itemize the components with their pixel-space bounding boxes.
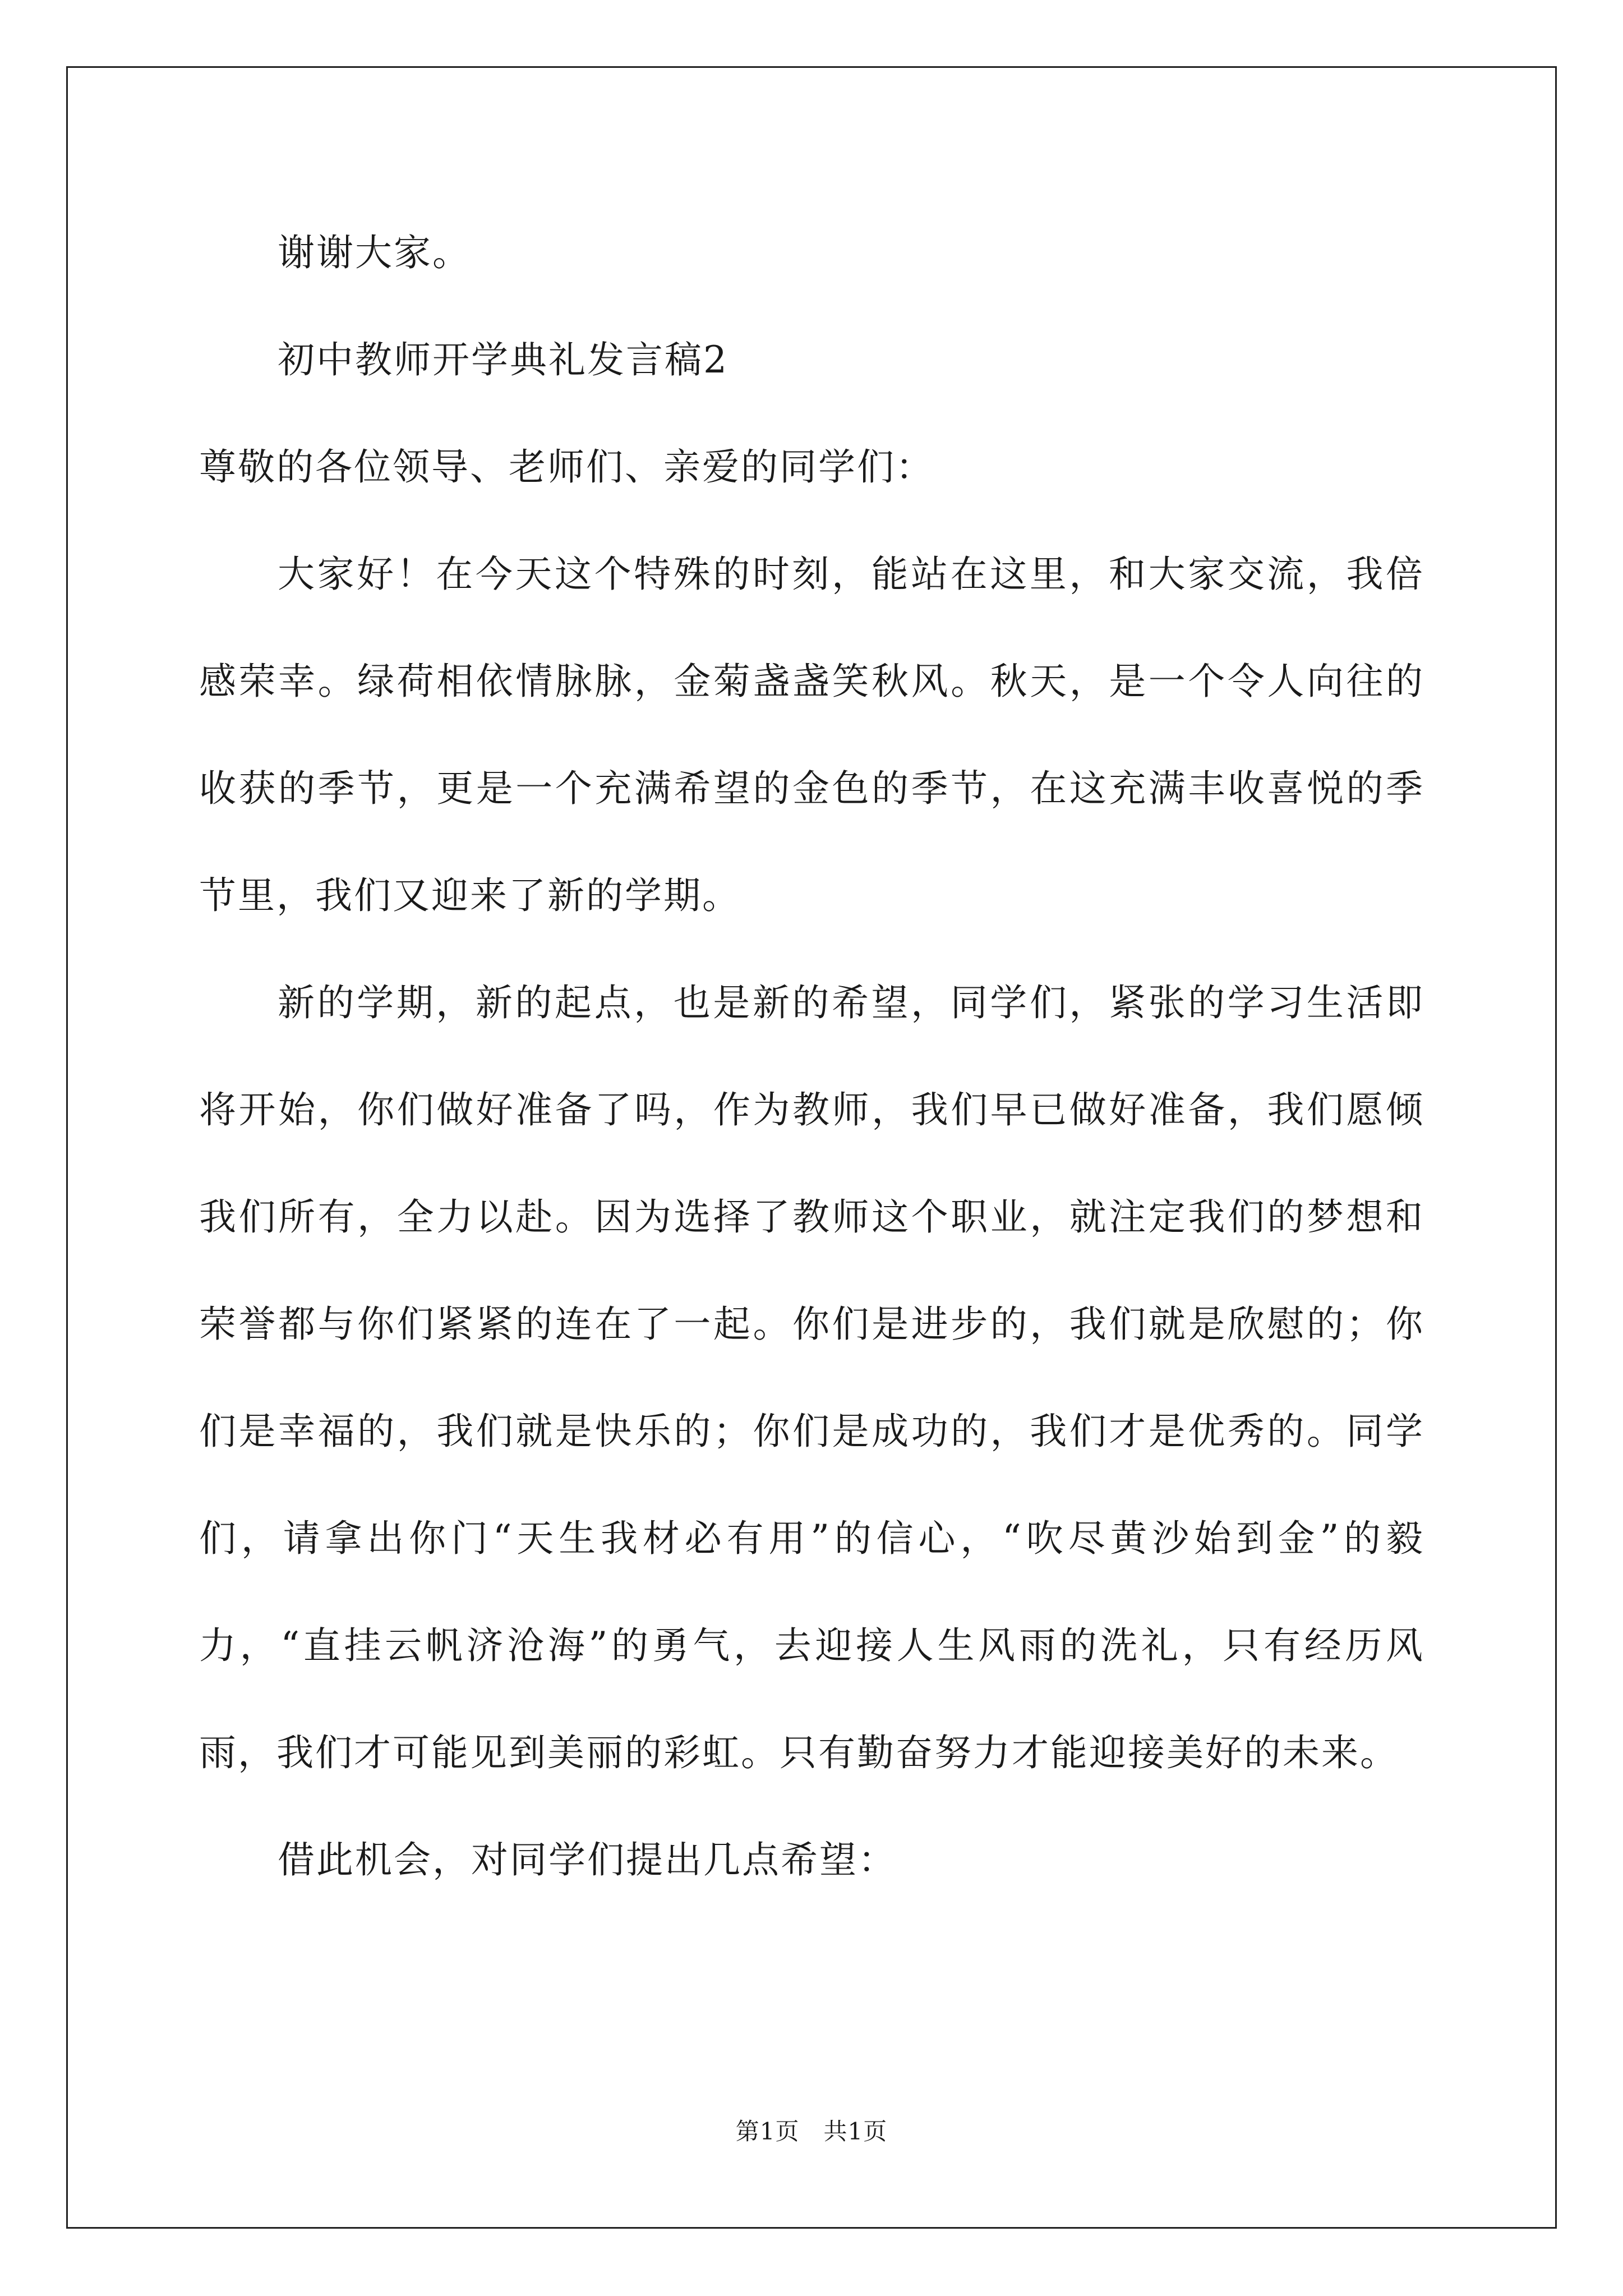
paragraph-speech-title: 初中教师开学典礼发言稿2 — [278, 338, 728, 381]
paragraph-hopes-intro: 借此机会，对同学们提出几点希望： — [278, 1838, 897, 1881]
document-body — [199, 199, 1424, 1913]
page-footer: 第1页 共1页 — [735, 2118, 888, 2145]
paragraph-closing-thanks: 谢谢大家。 — [278, 231, 471, 274]
paragraph-salutation: 尊敬的各位领导、老师们、亲爱的同学们： — [199, 445, 934, 489]
paragraph-new-semester: 新的学期，新的起点，也是新的希望，同学们，紧张的学习生活即将开始，你们做好准备了吗，作为教师，我们早已做好准备，我们愿倾我们所有，全力以赴。因为选择了教师这个职业，就注定我们的梦想和荣誉都与你们紧紧的连在了一起。你们是进步的，我们就是欣慰的；你们是幸福的，我们就是快乐的；你们是成功的，我们才是优秀的。同学们，请拿出你门“天生我材必有用”的信心，“吹尽黄沙始到金”的毅力，“直挂云帆济沧海”的勇气，去迎接人生风雨的洗礼，只有经历风雨，我们才可能见到美丽的彩虹。只有勤奋努力才能迎接美好的未来。 — [199, 981, 1424, 1774]
paragraph-greeting: 大家好！在今天这个特殊的时刻，能站在这里，和大家交流，我倍感荣幸。绿荷相依情脉脉，金菊盏盏笑秋风。秋天，是一个令人向往的收获的季节，更是一个充满希望的金色的季节，在这充满丰收喜悦的季节里，我们又迎来了新的学期。 — [199, 553, 1424, 917]
